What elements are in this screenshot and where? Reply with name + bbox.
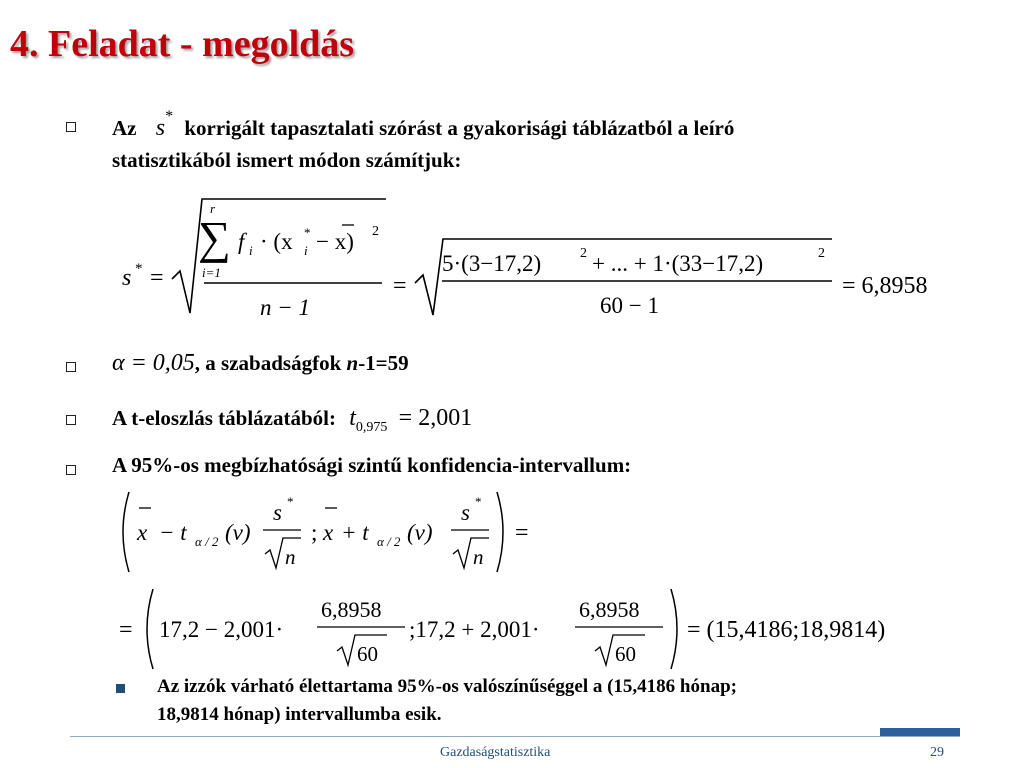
denom-n-1: n − 1 xyxy=(260,295,311,320)
svg-text:α / 2: α / 2 xyxy=(377,534,401,549)
svg-text:i: i xyxy=(304,243,308,258)
svg-text:=: = xyxy=(119,617,133,643)
footer-accent-bar xyxy=(880,728,960,736)
svg-text:;17,2 + 2,001·: ;17,2 + 2,001· xyxy=(409,617,540,642)
svg-text:*: * xyxy=(135,261,143,277)
page-title: 4. Feladat - megoldás xyxy=(10,23,355,65)
formula1-lhs: s xyxy=(122,265,132,291)
sum-lower: i=1 xyxy=(202,265,221,280)
svg-text:=: = xyxy=(393,273,407,299)
bullet-4-line: A 95%-os megbízhatósági szintű konfidencia-intervallum: xyxy=(112,453,632,477)
svg-text:x: x xyxy=(137,520,148,545)
svg-text:;: ; xyxy=(311,520,318,545)
result-6-8958: = 6,8958 xyxy=(842,273,928,299)
svg-text:6,8958: 6,8958 xyxy=(579,597,640,622)
svg-text:− x): − x) xyxy=(316,229,354,254)
numer2: 5·(3−17,2) xyxy=(442,251,542,276)
svg-text:+ ... + 1·(33−17,2): + ... + 1·(33−17,2) xyxy=(592,251,764,276)
bullet-1-text: korrigált tapasztalati szórást a gyakorisági táblázatból a leíró xyxy=(184,116,735,140)
svg-text:s: s xyxy=(273,500,282,525)
bullet-marker xyxy=(66,415,76,425)
footer-divider xyxy=(70,736,960,737)
bullet-1-prefix: Az xyxy=(112,116,137,140)
svg-text:i: i xyxy=(249,243,253,258)
footer-page-number: 29 xyxy=(930,745,944,760)
svg-text:(ν): (ν) xyxy=(225,520,251,545)
svg-text:60 − 1: 60 − 1 xyxy=(600,293,659,318)
alpha-value: α = 0,05 xyxy=(112,350,195,376)
svg-text:=: = xyxy=(515,520,529,546)
svg-text:α / 2: α / 2 xyxy=(195,534,219,549)
svg-text:*: * xyxy=(287,494,294,509)
svg-text:− t: − t xyxy=(159,520,187,545)
sub-bullet-marker xyxy=(116,684,125,693)
svg-text:s: s xyxy=(461,500,470,525)
svg-text:· (x: · (x xyxy=(260,229,293,254)
svg-text:x: x xyxy=(323,520,334,545)
svg-text:2: 2 xyxy=(580,246,587,261)
formula-corrected-std xyxy=(110,195,970,325)
formula-ci-general xyxy=(115,488,555,578)
svg-text:2: 2 xyxy=(818,246,825,261)
bullet-marker xyxy=(66,465,76,475)
svg-text:6,8958: 6,8958 xyxy=(321,597,382,622)
formula-ci-numeric xyxy=(115,585,955,675)
t-value: t xyxy=(349,405,356,431)
svg-text:=: = xyxy=(150,265,164,291)
svg-text:*: * xyxy=(475,494,482,509)
svg-text:60: 60 xyxy=(615,642,636,666)
bullet-2-line: α = 0,05, a szabadságfok n-1=59 xyxy=(112,350,409,376)
svg-text:∑: ∑ xyxy=(198,212,231,263)
s-star-symbol: s xyxy=(155,115,166,141)
svg-text:60: 60 xyxy=(357,642,378,666)
ci-result: = (15,4186;18,9814) xyxy=(687,617,886,643)
svg-text:+ t: + t xyxy=(341,520,369,545)
bullet-1-line-2: statisztikából ismert módon számítjuk: xyxy=(112,148,462,172)
svg-text:17,2 − 2,001·: 17,2 − 2,001· xyxy=(159,617,284,642)
numer-f: f xyxy=(238,229,245,254)
bullet-1-line-1: Az s* korrigált tapasztalati szórást a gyakorisági táblázatból a leíró xyxy=(112,108,735,141)
conclusion-line-2: 18,9814 hónap) intervallumba esik. xyxy=(157,704,442,725)
bullet-3-line: A t-eloszlás táblázatából: $t_{0,975} = 2,001$ xyxy=(112,405,473,435)
bullet-marker xyxy=(66,362,76,372)
bullet-marker xyxy=(66,122,76,132)
svg-text:n: n xyxy=(473,545,484,569)
conclusion-line-1: Az izzók várható élettartama 95%-os valószínűséggel a (15,4186 hónap; xyxy=(157,676,737,697)
footer-course: Gazdaságstatisztika xyxy=(440,745,551,760)
svg-text:(ν): (ν) xyxy=(407,520,433,545)
svg-text:2: 2 xyxy=(372,224,379,239)
sum-upper: r xyxy=(210,201,216,216)
svg-text:n: n xyxy=(285,545,296,569)
svg-text:*: * xyxy=(304,225,311,240)
